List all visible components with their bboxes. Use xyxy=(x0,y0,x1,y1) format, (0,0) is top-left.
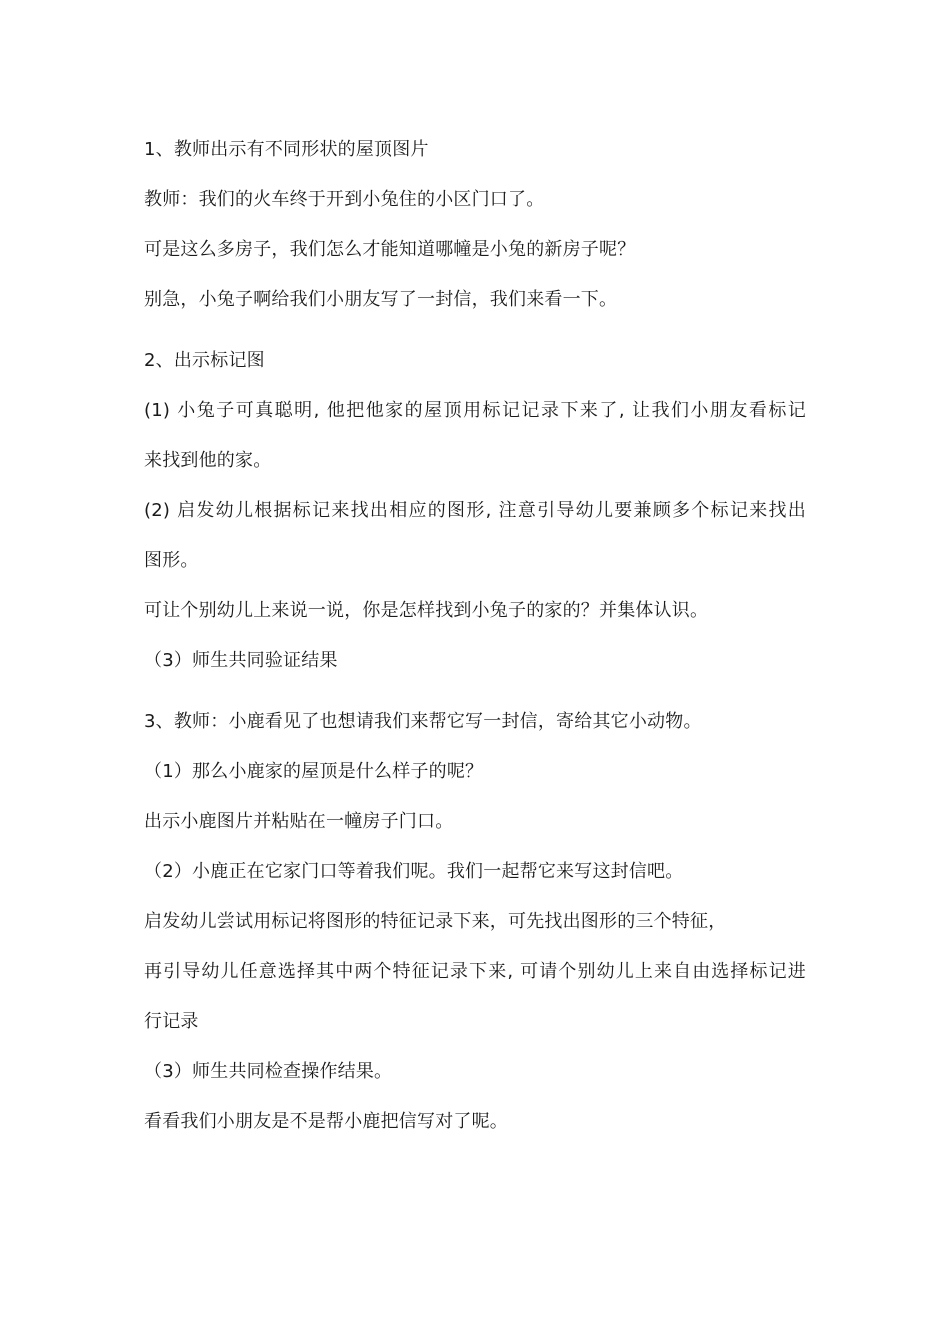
paragraph-line: （3）师生共同检查操作结果。 xyxy=(144,1061,393,1082)
paragraph-line: 看看我们小朋友是不是帮小鹿把信写对了呢。 xyxy=(144,1111,508,1132)
paragraph-line: （3）师生共同验证结果 xyxy=(144,650,338,671)
paragraph-line: (2) 启发幼儿根据标记来找出相应的图形, 注意引导幼儿要兼顾多个标记来找出 xyxy=(144,500,806,521)
paragraph-line: 可让个别幼儿上来说一说，你是怎样找到小兔子的家的？并集体认识。 xyxy=(144,600,709,621)
paragraph-line: 行记录 xyxy=(144,1011,199,1032)
paragraph-line: 教师：我们的火车终于开到小兔住的小区门口了。 xyxy=(144,189,545,210)
paragraph-line: 可是这么多房子，我们怎么才能知道哪幢是小兔的新房子呢？ xyxy=(144,239,636,260)
paragraph-line: 再引导幼儿任意选择其中两个特征记录下来, 可请个别幼儿上来自由选择标记进 xyxy=(144,961,806,982)
section-heading-1: 1、教师出示有不同形状的屋顶图片 xyxy=(144,139,429,160)
paragraph-line: （1）那么小鹿家的屋顶是什么样子的呢？ xyxy=(144,761,484,782)
paragraph-line: 别急，小兔子啊给我们小朋友写了一封信，我们来看一下。 xyxy=(144,289,618,310)
paragraph-line: 来找到他的家。 xyxy=(144,450,272,471)
paragraph-line: （2）小鹿正在它家门口等着我们呢。我们一起帮它来写这封信吧。 xyxy=(144,861,684,882)
paragraph-line: 图形。 xyxy=(144,550,199,571)
paragraph-line: 启发幼儿尝试用标记将图形的特征记录下来，可先找出图形的三个特征， xyxy=(144,911,727,932)
section-heading-2: 2、出示标记图 xyxy=(144,350,265,371)
section-heading-3: 3、教师：小鹿看见了也想请我们来帮它写一封信，寄给其它小动物。 xyxy=(144,711,702,732)
paragraph-line: (1) 小兔子可真聪明, 他把他家的屋顶用标记记录下来了, 让我们小朋友看标记 xyxy=(144,400,806,421)
paragraph-line: 出示小鹿图片并粘贴在一幢房子门口。 xyxy=(144,811,454,832)
